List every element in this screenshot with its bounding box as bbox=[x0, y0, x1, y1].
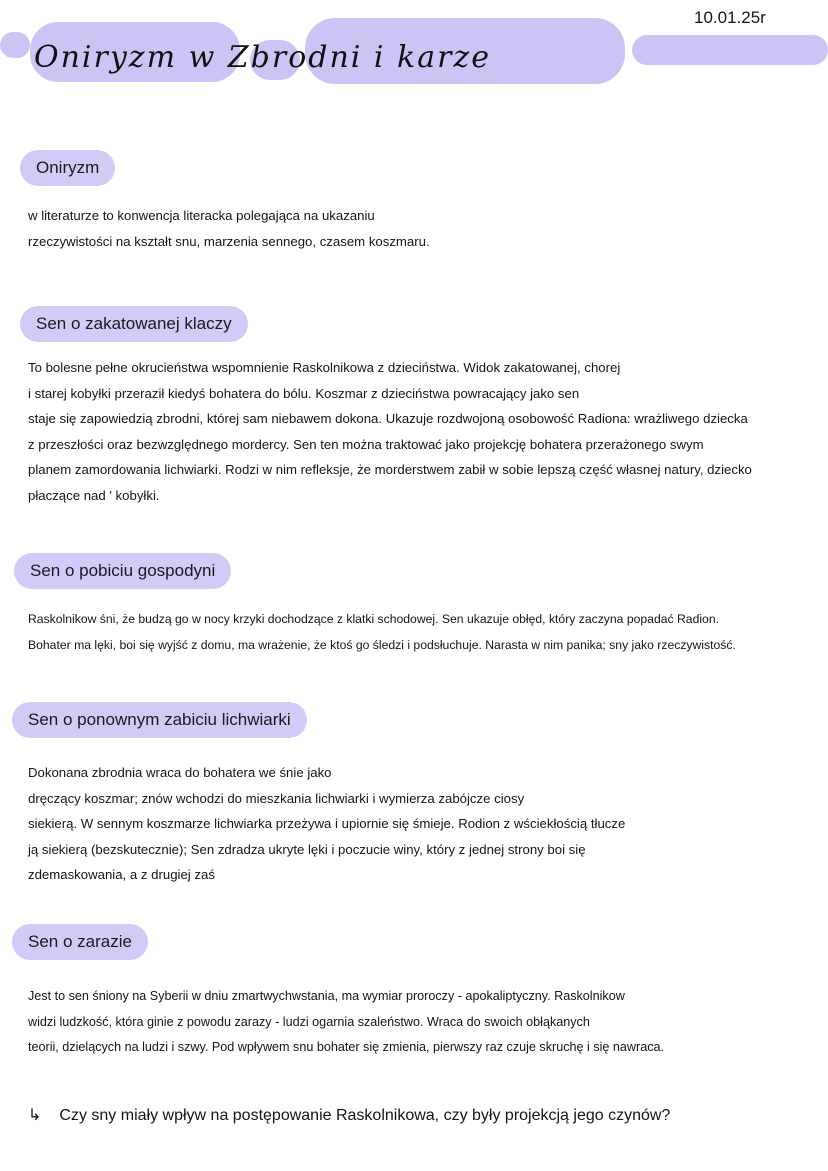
question-text: Czy sny miały wpływ na postępowanie Raskolnikowa, czy były projekcją jego czynów? bbox=[59, 1107, 671, 1124]
text-line: płaczące nad ' kobyłki. bbox=[28, 487, 160, 503]
text-line: rzeczywistości na kształt snu, marzenia sennego, czasem koszmaru. bbox=[28, 233, 430, 249]
page-title: Oniryzm w Zbrodni i karze bbox=[34, 40, 492, 75]
text-line: z przeszłości oraz bezwzględnego mordercy. Sen ten można traktować jako projekcję bohatera przerażonego swym bbox=[28, 436, 704, 452]
heading-oniryzm: Oniryzm bbox=[20, 150, 115, 186]
text-line: planem zamordowania lichwiarki. Rodzi w nim refleksje, że morderstwem zabił w sobie lepszą część własnej natury, dziecko bbox=[28, 462, 752, 477]
heading-lichwiarka: Sen o ponownym zabiciu lichwiarki bbox=[12, 702, 307, 738]
text-line: ją siekierą (bezskutecznie); Sen zdradza ukryte lęki i poczucie winy, który z jednej strony boi się bbox=[28, 841, 586, 857]
text-line: i starej kobyłki przeraził kiedyś bohatera do bólu. Koszmar z dzieciństwa powracający jako sen bbox=[28, 385, 580, 401]
date: 10.01.25r bbox=[694, 8, 766, 27]
title-highlight-left bbox=[0, 32, 30, 58]
heading-klacz: Sen o zakatowanej klaczy bbox=[20, 306, 248, 342]
text-line: Jest to sen śniony na Syberii w dniu zmartwychwstania, ma wymiar proroczy - apokaliptyczny. Raskolnikow bbox=[28, 989, 625, 1003]
text-line: teorii, dzielących na ludzi i szwy. Pod wpływem snu bohater się zmienia, pierwszy raz czuje skruchę i się nawraca. bbox=[28, 1040, 665, 1054]
paragraph-gospodyni bbox=[28, 607, 736, 658]
paragraph-klacz bbox=[28, 355, 752, 508]
heading-gospodyni: Sen o pobiciu gospodyni bbox=[14, 553, 231, 589]
text-line: To bolesne pełne okrucieństwa wspomnienie Raskolnikowa z dzieciństwa. Widok zakatowanej, chorej bbox=[28, 360, 621, 375]
text-line: w literaturze to konwencja literacka polegająca na ukazaniu bbox=[28, 208, 375, 223]
paragraph-zaraza bbox=[28, 984, 664, 1061]
title-highlight-right bbox=[632, 35, 828, 65]
text-line: staje się zapowiedzią zbrodni, której sam niebawem dokona. Ukazuje rozdwojoną osobowość Radiona: wrażliwego dziecka bbox=[28, 411, 748, 426]
question bbox=[28, 1105, 688, 1125]
text-line: widzi ludzkość, która ginie z powodu zarazy - ludzi ogarnia szaleństwo. Wraca do swoich obłąkanych bbox=[28, 1014, 590, 1029]
text-line: Dokonana zbrodnia wraca do bohatera we śnie jako bbox=[28, 765, 332, 780]
text-line: dręczący koszmar; znów wchodzi do mieszkania lichwiarki i wymierza zabójcze ciosy bbox=[28, 790, 525, 806]
text-line: Bohater ma lęki, boi się wyjść z domu, ma wrażenie, że ktoś go śledzi i podsłuchuje. Narasta w nim panika; sny jako rzeczywistość. bbox=[28, 637, 736, 652]
text-line: zdemaskowania, a z drugiej zaś bbox=[28, 867, 215, 882]
heading-zaraza: Sen o zarazie bbox=[12, 924, 148, 960]
paragraph-lichwiarka bbox=[28, 760, 625, 888]
arrow-icon: ↳ bbox=[28, 1107, 42, 1124]
text-line: siekierą. W sennym koszmarze lichwiarka przeżywa i upiornie się śmieje. Rodion z wściekłością tłucze bbox=[28, 816, 626, 831]
text-line: Raskolnikow śni, że budzą go w nocy krzyki dochodzące z klatki schodowej. Sen ukazuje obłęd, który zaczyna popadać Radion. bbox=[28, 612, 719, 626]
paragraph-oniryzm bbox=[28, 203, 430, 254]
